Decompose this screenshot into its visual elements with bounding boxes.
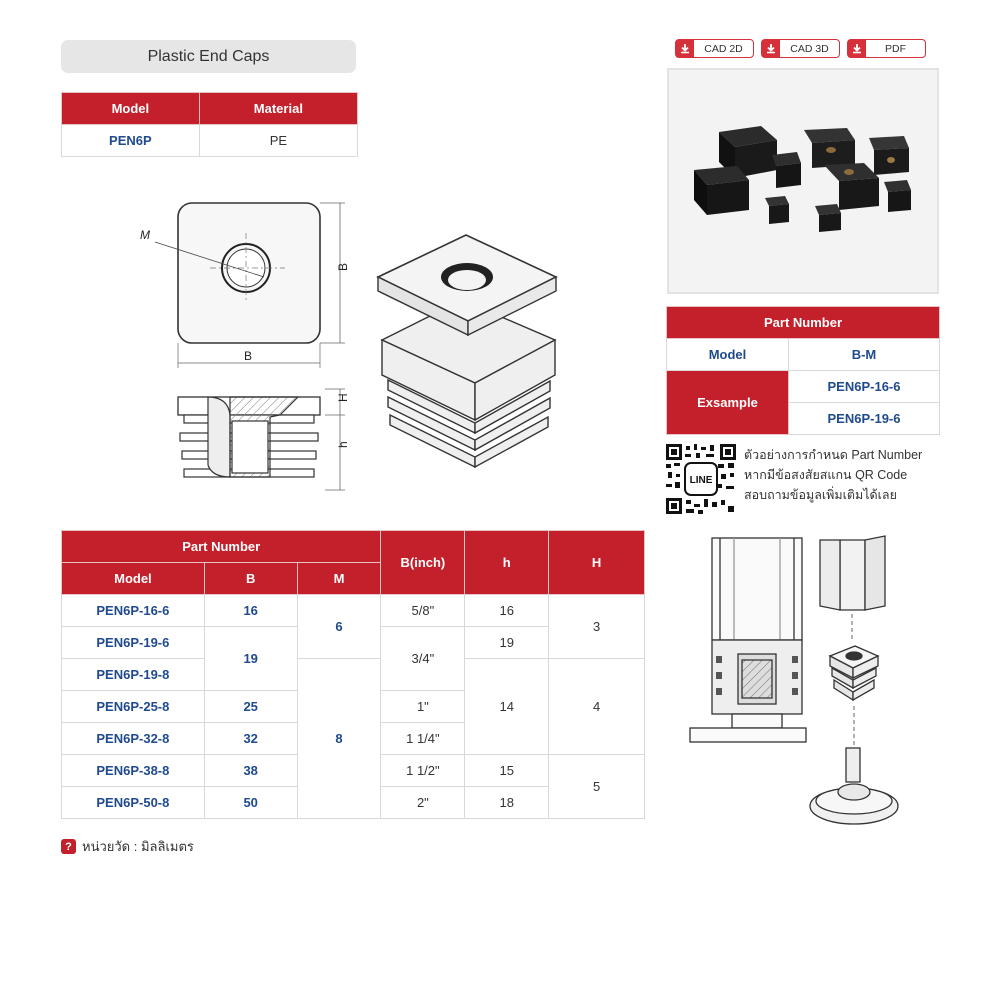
dim-label-b-side: B xyxy=(336,262,350,271)
unit-note xyxy=(61,836,194,857)
model-cell: PEN6P-50-8 xyxy=(62,787,205,819)
dim-label-b-bottom: B xyxy=(244,349,253,363)
spec-header-b: B xyxy=(204,563,297,595)
b-cell: 19 xyxy=(204,627,297,691)
qr-instructions xyxy=(744,445,922,505)
model-cell: PEN6P-16-6 xyxy=(62,595,205,627)
pn-format-header: Part Number xyxy=(667,307,940,339)
binch-cell: 1 1/2" xyxy=(381,755,465,787)
spec-header-H: H xyxy=(549,531,645,595)
b-cell: 32 xyxy=(204,723,297,755)
model-cell: PEN6P-38-8 xyxy=(62,755,205,787)
material-model-value: PEN6P xyxy=(62,125,200,157)
download-cad3d-button[interactable] xyxy=(761,39,840,58)
model-cell: PEN6P-19-6 xyxy=(62,627,205,659)
H-cell: 4 xyxy=(549,659,645,755)
h-cell: 14 xyxy=(465,659,549,755)
b-cell: 16 xyxy=(204,595,297,627)
download-cad2d-button[interactable] xyxy=(675,39,754,58)
pn-format-value: B-M xyxy=(789,339,940,371)
qr-line-2: หากมีข้อสงสัยสแกน QR Code xyxy=(744,468,908,482)
H-cell: 5 xyxy=(549,755,645,819)
H-cell: 3 xyxy=(549,595,645,659)
dim-label-H: H xyxy=(336,393,350,402)
line-qr-code[interactable] xyxy=(666,444,736,514)
table-row xyxy=(62,595,645,627)
model-cell: PEN6P-32-8 xyxy=(62,723,205,755)
download-icon xyxy=(676,40,694,57)
material-header-material: Material xyxy=(199,93,357,125)
h-cell: 18 xyxy=(465,787,549,819)
model-cell: PEN6P-19-8 xyxy=(62,659,205,691)
m-cell: 8 xyxy=(297,659,381,819)
material-table xyxy=(61,92,358,157)
download-pdf-label: PDF xyxy=(885,42,906,55)
download-buttons xyxy=(675,39,926,58)
page-title: Plastic End Caps xyxy=(61,40,356,73)
model-cell: PEN6P-25-8 xyxy=(62,691,205,723)
download-icon xyxy=(762,40,780,57)
binch-cell: 1" xyxy=(381,691,465,723)
spec-header-m: M xyxy=(297,563,381,595)
dim-label-m: M xyxy=(140,228,150,242)
dim-label-h: h xyxy=(336,441,350,448)
m-cell: 6 xyxy=(297,595,381,659)
pn-example-2: PEN6P-19-6 xyxy=(789,403,940,435)
qr-line-1: ตัวอย่างการกำหนด Part Number xyxy=(744,448,923,462)
material-header-model: Model xyxy=(62,93,200,125)
spec-header-h: h xyxy=(465,531,549,595)
spec-group-header: Part Number xyxy=(62,531,381,563)
material-value: PE xyxy=(199,125,357,157)
product-photo xyxy=(667,68,939,294)
line-badge: LINE xyxy=(689,475,713,486)
h-cell: 19 xyxy=(465,627,549,659)
h-cell: 15 xyxy=(465,755,549,787)
spec-header-model: Model xyxy=(62,563,205,595)
pn-example-label: Exsample xyxy=(667,371,789,435)
b-cell: 25 xyxy=(204,691,297,723)
question-icon: ? xyxy=(61,839,76,854)
technical-drawing xyxy=(140,185,560,495)
unit-note-text: หน่วยวัด : มิลลิเมตร xyxy=(82,839,194,854)
pn-example-1: PEN6P-16-6 xyxy=(789,371,940,403)
b-cell: 38 xyxy=(204,755,297,787)
download-cad2d-label: CAD 2D xyxy=(704,42,743,55)
h-cell: 16 xyxy=(465,595,549,627)
table-row xyxy=(62,659,645,691)
download-pdf-button[interactable] xyxy=(847,39,926,58)
download-icon xyxy=(848,40,866,57)
spec-table xyxy=(61,530,645,819)
binch-cell: 3/4" xyxy=(381,627,465,691)
binch-cell: 1 1/4" xyxy=(381,723,465,755)
binch-cell: 2" xyxy=(381,787,465,819)
qr-line-3: สอบถามข้อมูลเพิ่มเติมได้เลย xyxy=(744,488,897,502)
pn-model-label: Model xyxy=(667,339,789,371)
assembly-illustration xyxy=(680,530,950,830)
download-cad3d-label: CAD 3D xyxy=(790,42,829,55)
binch-cell: 5/8" xyxy=(381,595,465,627)
part-number-format-table xyxy=(666,306,940,435)
spec-header-binch: B(inch) xyxy=(381,531,465,595)
b-cell: 50 xyxy=(204,787,297,819)
